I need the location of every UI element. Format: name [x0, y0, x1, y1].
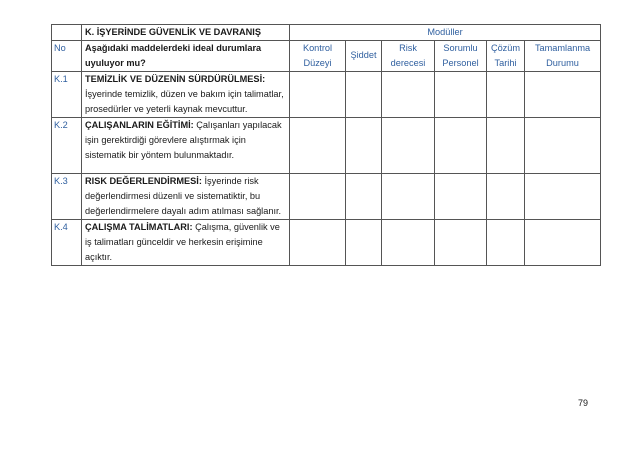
cell-risk-derecesi[interactable] — [382, 174, 435, 220]
header-row-2 — [52, 41, 601, 72]
cell-sorumlu-personel[interactable] — [435, 72, 487, 118]
col-cozum-tarihi: Çözüm Tarihi — [487, 41, 525, 72]
table-row — [52, 118, 601, 174]
row-item — [82, 118, 290, 174]
header-row-1 — [52, 25, 601, 41]
row-title: ÇALIŞANLARIN EĞİTİMİ: — [85, 120, 194, 130]
cell-tamamlanma-durumu[interactable] — [525, 220, 601, 266]
row-item — [82, 220, 290, 266]
row-item — [82, 72, 290, 118]
row-number: K.3 — [52, 174, 82, 220]
col-kontrol-duzeyi: Kontrol Düzeyi — [290, 41, 346, 72]
row-title: RISK DEĞERLENDİRMESİ: — [85, 176, 202, 186]
cell-sorumlu-personel[interactable] — [435, 118, 487, 174]
cell-cozum-tarihi[interactable] — [487, 72, 525, 118]
table-row — [52, 72, 601, 118]
cell-risk-derecesi[interactable] — [382, 220, 435, 266]
cell-kontrol-duzeyi[interactable] — [290, 174, 346, 220]
cell-risk-derecesi[interactable] — [382, 118, 435, 174]
page-number: 79 — [578, 398, 589, 408]
row-text: İşyerinde risk değerlendirmesi düzenli ve sistematiktir, bu değerlendirmelere dayalı adım atılması sağlanır. — [85, 176, 282, 216]
col-sorumlu-personel: Sorumlu Personel — [435, 41, 487, 72]
cell-tamamlanma-durumu[interactable] — [525, 72, 601, 118]
section-title: K. İŞYERİNDE GÜVENLİK VE DAVRANIŞ — [82, 25, 290, 41]
row-number: K.1 — [52, 72, 82, 118]
no-header: No — [52, 41, 82, 72]
row-item — [82, 174, 290, 220]
col-risk-derecesi: Risk derecesi — [382, 41, 435, 72]
cell-kontrol-duzeyi[interactable] — [290, 118, 346, 174]
row-text: İşyerinde temizlik, düzen ve bakım için talimatlar, prosedürler ve yeterli kaynak mevcuttur. — [85, 89, 284, 114]
cell-cozum-tarihi[interactable] — [487, 220, 525, 266]
cell-siddet[interactable] — [346, 174, 382, 220]
cell-tamamlanma-durumu[interactable] — [525, 118, 601, 174]
cell-cozum-tarihi[interactable] — [487, 118, 525, 174]
header-corner — [52, 25, 82, 41]
row-number: K.4 — [52, 220, 82, 266]
col-siddet: Şiddet — [346, 41, 382, 72]
cell-sorumlu-personel[interactable] — [435, 174, 487, 220]
row-text: Çalışanları yapılacak işin gerektirdiği görevlere alıştırmak için sistematik bir yöntem bulunmaktadır. — [85, 120, 282, 160]
row-title: TEMİZLİK VE DÜZENİN SÜRDÜRÜLMESİ: — [85, 74, 266, 84]
row-title: ÇALIŞMA TALİMATLARI: — [85, 222, 193, 232]
cell-kontrol-duzeyi[interactable] — [290, 72, 346, 118]
cell-kontrol-duzeyi[interactable] — [290, 220, 346, 266]
row-number: K.2 — [52, 118, 82, 174]
cell-sorumlu-personel[interactable] — [435, 220, 487, 266]
table-row — [52, 174, 601, 220]
row-text: Çalışma, güvenlik ve iş talimatları günceldir ve herkesin erişimine açıktır. — [85, 222, 280, 262]
cell-siddet[interactable] — [346, 118, 382, 174]
col-tamamlanma-durumu: Tamamlanma Durumu — [525, 41, 601, 72]
cell-tamamlanma-durumu[interactable] — [525, 174, 601, 220]
table-row — [52, 220, 601, 266]
cell-cozum-tarihi[interactable] — [487, 174, 525, 220]
cell-risk-derecesi[interactable] — [382, 72, 435, 118]
checklist-table — [51, 24, 601, 266]
cell-siddet[interactable] — [346, 220, 382, 266]
question-header: Aşağıdaki maddelerdeki ideal durumlara uyuluyor mu? — [82, 41, 290, 72]
modules-header: Modüller — [290, 25, 601, 41]
cell-siddet[interactable] — [346, 72, 382, 118]
